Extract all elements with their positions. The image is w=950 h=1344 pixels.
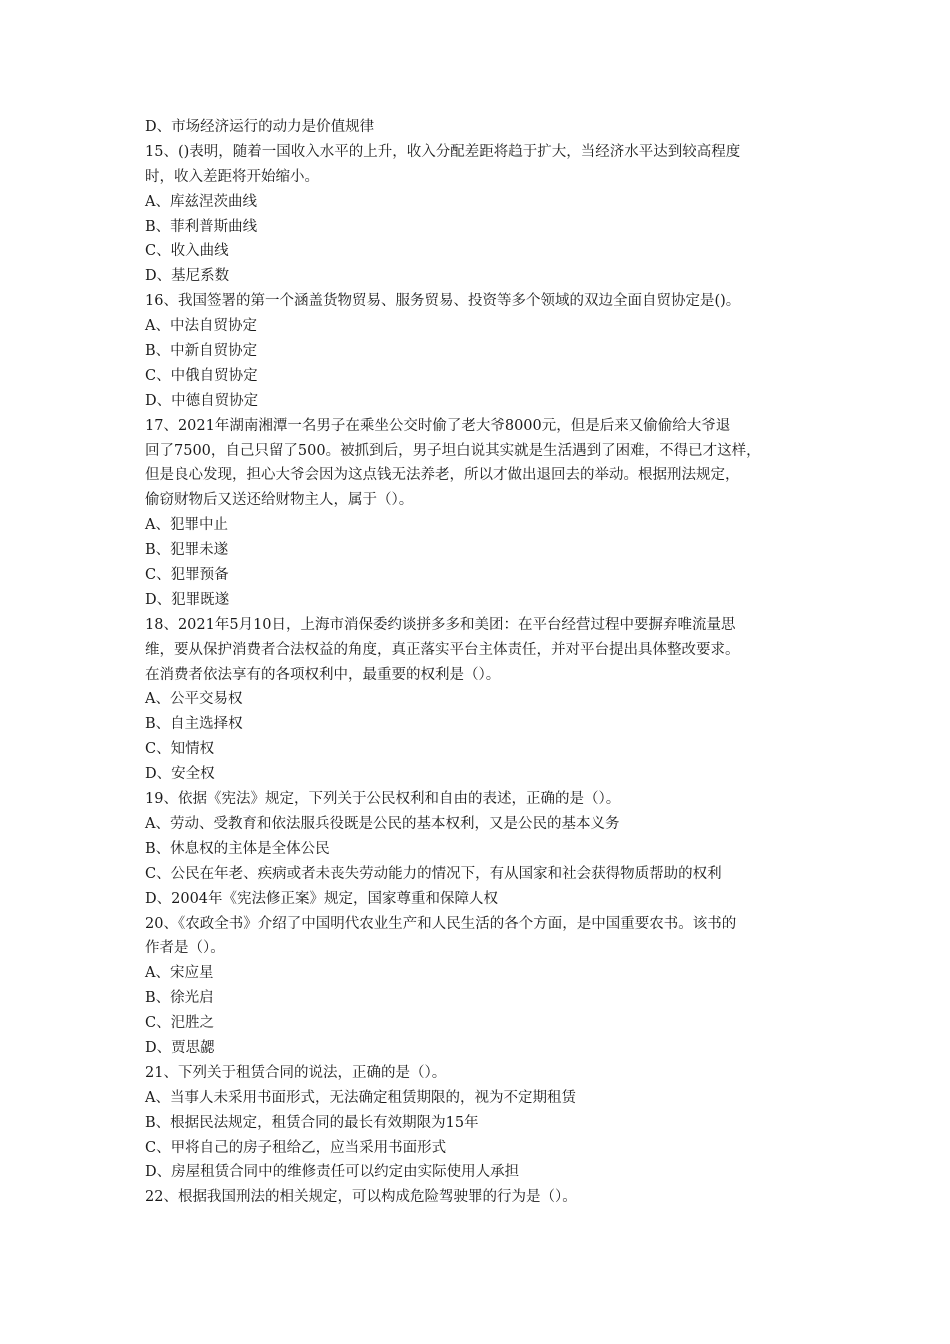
question-15-cont: 时，收入差距将开始缩小。 <box>145 168 319 185</box>
option-d-q19: D、2004年《宪法修正案》规定，国家尊重和保障人权 <box>145 890 499 907</box>
option-b-q20: B、徐光启 <box>145 990 214 1007</box>
question-22: 22、根据我国刑法的相关规定，可以构成危险驾驶罪的行为是（）。 <box>145 1189 577 1206</box>
option-d-q16: D、中德自贸协定 <box>145 392 259 409</box>
option-d-q21: D、房屋租赁合同中的维修责任可以约定由实际使用人承担 <box>145 1164 520 1181</box>
option-c-q21: C、甲将自己的房子租给乙，应当采用书面形式 <box>145 1139 447 1156</box>
option-d-q20: D、贾思勰 <box>145 1039 215 1056</box>
option-c-q19: C、公民在年老、疾病或者未丧失劳动能力的情况下，有从国家和社会获得物质帮助的权利 <box>145 865 722 882</box>
option-d-q17: D、犯罪既遂 <box>145 591 230 608</box>
option-d-q18: D、安全权 <box>145 766 215 783</box>
option-a-q17: A、犯罪中止 <box>145 517 228 534</box>
question-16: 16、我国签署的第一个涵盖货物贸易、服务贸易、投资等多个领域的双边全面自贸协定是()。 <box>145 293 741 310</box>
option-c-q18: C、知情权 <box>145 741 215 758</box>
option-b-q19: B、休息权的主体是全体公民 <box>145 840 330 857</box>
document-body <box>145 115 825 1210</box>
option-a-q20: A、宋应星 <box>145 965 214 982</box>
question-19: 19、依据《宪法》规定，下列关于公民权利和自由的表述，正确的是（）。 <box>145 791 621 808</box>
option-c-q20: C、汜胜之 <box>145 1015 215 1032</box>
option-a-q18: A、公平交易权 <box>145 691 243 708</box>
question-18-cont-2: 在消费者依法享有的各项权利中，最重要的权利是（）。 <box>145 666 501 683</box>
question-18: 18、2021年5月10日，上海市消保委约谈拼多多和美团：在平台经营过程中要摒弃唯流量思 <box>145 616 736 633</box>
question-20: 20、《农政全书》介绍了中国明代农业生产和人民生活的各个方面，是中国重要农书。该书的 <box>145 915 737 932</box>
question-20-cont: 作者是（）。 <box>145 940 225 957</box>
option-a-q21: A、当事人未采用书面形式，无法确定租赁期限的，视为不定期租赁 <box>145 1089 576 1106</box>
question-17: 17、2021年湖南湘潭一名男子在乘坐公交时偷了老大爷8000元，但是后来又偷偷给大爷退 <box>145 417 731 434</box>
question-17-cont-3: 偷窃财物后又送还给财物主人，属于（）。 <box>145 492 414 509</box>
question-17-cont-1: 回了7500，自己只留了500。被抓到后，男子坦白说其实就是生活遇到了困难，不得已才这样， <box>145 442 761 459</box>
question-18-cont-1: 维，要从保护消费者合法权益的角度，真正落实平台主体责任，并对平台提出具体整改要求。 <box>145 641 740 658</box>
option-c-q16: C、中俄自贸协定 <box>145 367 258 384</box>
option-a-q16: A、中法自贸协定 <box>145 318 257 335</box>
option-d-q14: D、市场经济运行的动力是价值规律 <box>145 119 375 135</box>
option-b-q17: B、犯罪未遂 <box>145 542 229 559</box>
option-c-q17: C、犯罪预备 <box>145 567 229 584</box>
option-a-q15: A、库兹涅茨曲线 <box>145 193 257 210</box>
question-17-cont-2: 但是良心发现，担心大爷会因为这点钱无法养老，所以才做出退回去的举动。根据刑法规定， <box>145 467 740 484</box>
option-b-q16: B、中新自贸协定 <box>145 343 258 360</box>
option-b-q18: B、自主选择权 <box>145 716 243 733</box>
option-b-q15: B、菲利普斯曲线 <box>145 218 258 235</box>
option-c-q15: C、收入曲线 <box>145 243 229 260</box>
option-d-q15: D、基尼系数 <box>145 268 230 285</box>
option-a-q19: A、劳动、受教育和依法服兵役既是公民的基本权利，又是公民的基本义务 <box>145 815 620 832</box>
option-b-q21: B、根据民法规定，租赁合同的最长有效期限为15年 <box>145 1114 479 1131</box>
question-21: 21、下列关于租赁合同的说法，正确的是（）。 <box>145 1064 447 1081</box>
question-15: 15、()表明，随着一国收入水平的上升，收入分配差距将趋于扩大，当经济水平达到较高程度 <box>145 143 741 160</box>
